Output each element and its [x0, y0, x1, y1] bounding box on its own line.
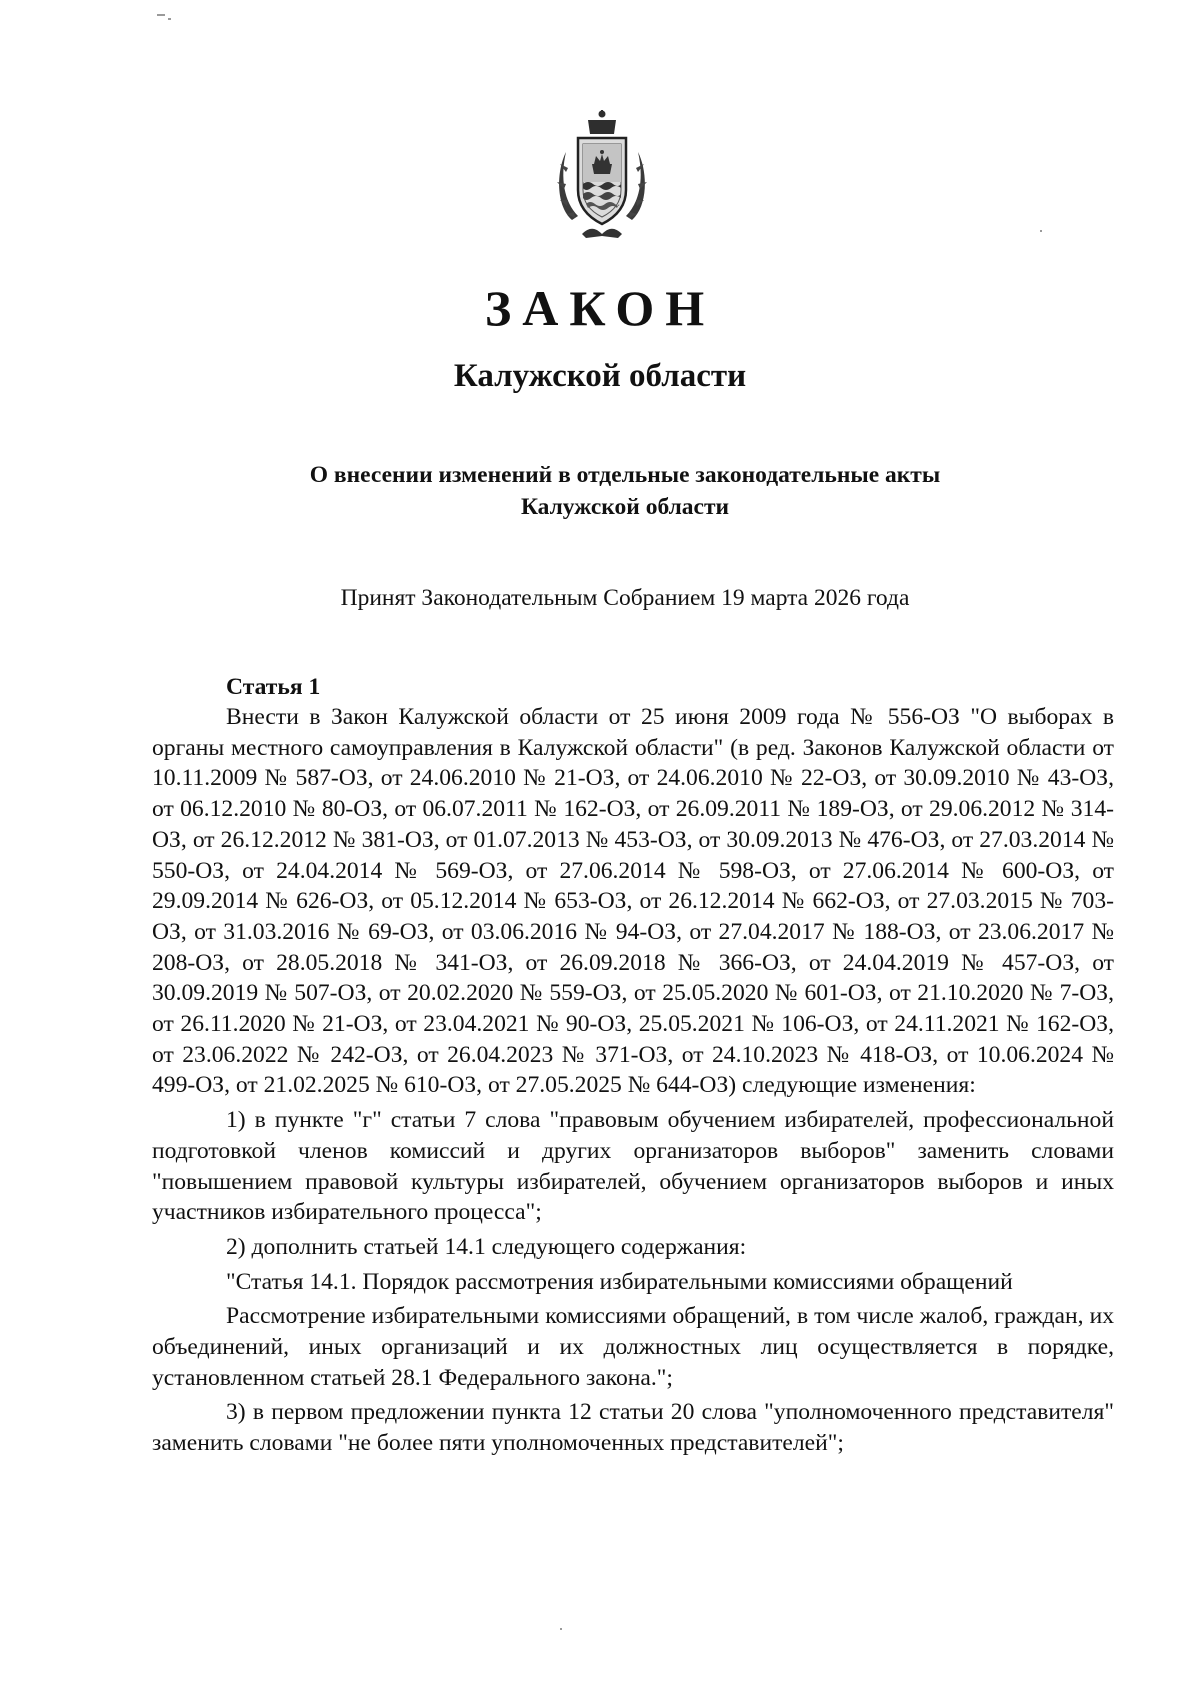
inserted-article-heading: "Статья 14.1. Порядок рассмотрения избирательными комиссиями обращений	[226, 1268, 1013, 1295]
law-name	[150, 459, 1100, 523]
document-title: ЗАКОН	[484, 280, 716, 336]
adoption-line: Принят Законодательным Собранием 19 марта 2026 года	[340, 585, 910, 611]
law-name-line-2: Калужской области	[520, 494, 730, 520]
amendment-item-3: 3) в первом предложении пункта 12 статьи 20 слова "уполномоченного представителя" заменить словами "не более пяти уполномоченных представителей";	[152, 1399, 1114, 1457]
document-subtitle: Калужской области	[453, 358, 747, 394]
inserted-article-body: Рассмотрение избирательными комиссиями обращений, в том числе жалоб, граждан, их объединений, иных организаций и их должностных лиц осуществляется в порядке, установленном статьей 28.1 Федерального закона.";	[152, 1303, 1114, 1391]
article-heading: Статья 1	[226, 674, 321, 700]
amendment-item-2: 2) дополнить статьей 14.1 следующего содержания:	[226, 1233, 747, 1260]
article-1	[152, 672, 1114, 1459]
amendment-item-1: 1) в пункте "г" статьи 7 слова "правовым обучением избирателей, профессиональной подготовкой членов комиссий и других организаторов выборов" заменить словами "повышением правовой культуры избирателей, обучением организаторов выборов и иных участников избирательного процесса";	[152, 1107, 1114, 1226]
coat-of-arms-icon	[554, 108, 650, 244]
law-name-line-1: О внесении изменений в отдельные законодательные акты	[309, 462, 941, 488]
article-intro-paragraph: Внести в Закон Калужской области от 25 июня 2009 года № 556-ОЗ "О выборах в органы местного самоуправления в Калужской области" (в ред. Законов Калужской области от 10.11.2009 № 587-ОЗ, от 24.06.2010 № 21-ОЗ, от 24.06.2010 № 22-ОЗ, от 30.09.2010 № 43-ОЗ, от 06.12.2010 № 80-ОЗ, от 06.07.2011 № 162-ОЗ, от 26.09.2011 № 189-ОЗ, от 29.06.2012 № 314-ОЗ, от 26.12.2012 № 381-ОЗ, от 01.07.2013 № 453-ОЗ, от 30.09.2013 № 476-ОЗ, от 27.03.2014 № 550-ОЗ, от 24.04.2014 № 569-ОЗ, от 27.06.2014 № 598-ОЗ, от 27.06.2014 № 600-ОЗ, от 29.09.2014 № 626-ОЗ, от 05.12.2014 № 653-ОЗ, от 26.12.2014 № 662-ОЗ, от 27.03.2015 № 703-ОЗ, от 31.03.2016 № 69-ОЗ, от 03.06.2016 № 94-ОЗ, от 27.04.2017 № 188-ОЗ, от 23.06.2017 № 208-ОЗ, от 28.05.2018 № 341-ОЗ, от 26.09.2018 № 366-ОЗ, от 24.04.2019 № 457-ОЗ, от 30.09.2019 № 507-ОЗ, от 20.02.2020 № 559-ОЗ, от 25.05.2020 № 601-ОЗ, от 21.10.2020 № 7-ОЗ, от 26.11.2020 № 21-ОЗ, от 23.04.2021 № 90-ОЗ, 25.05.2021 № 106-ОЗ, от 24.11.2021 № 162-ОЗ, от 23.06.2022 № 242-ОЗ, от 26.04.2023 № 371-ОЗ, от 24.10.2023 № 418-ОЗ, от 10.06.2024 № 499-ОЗ, от 21.02.2025 № 610-ОЗ, от 27.05.2025 № 644-ОЗ) следующие изменения:	[152, 704, 1114, 1099]
